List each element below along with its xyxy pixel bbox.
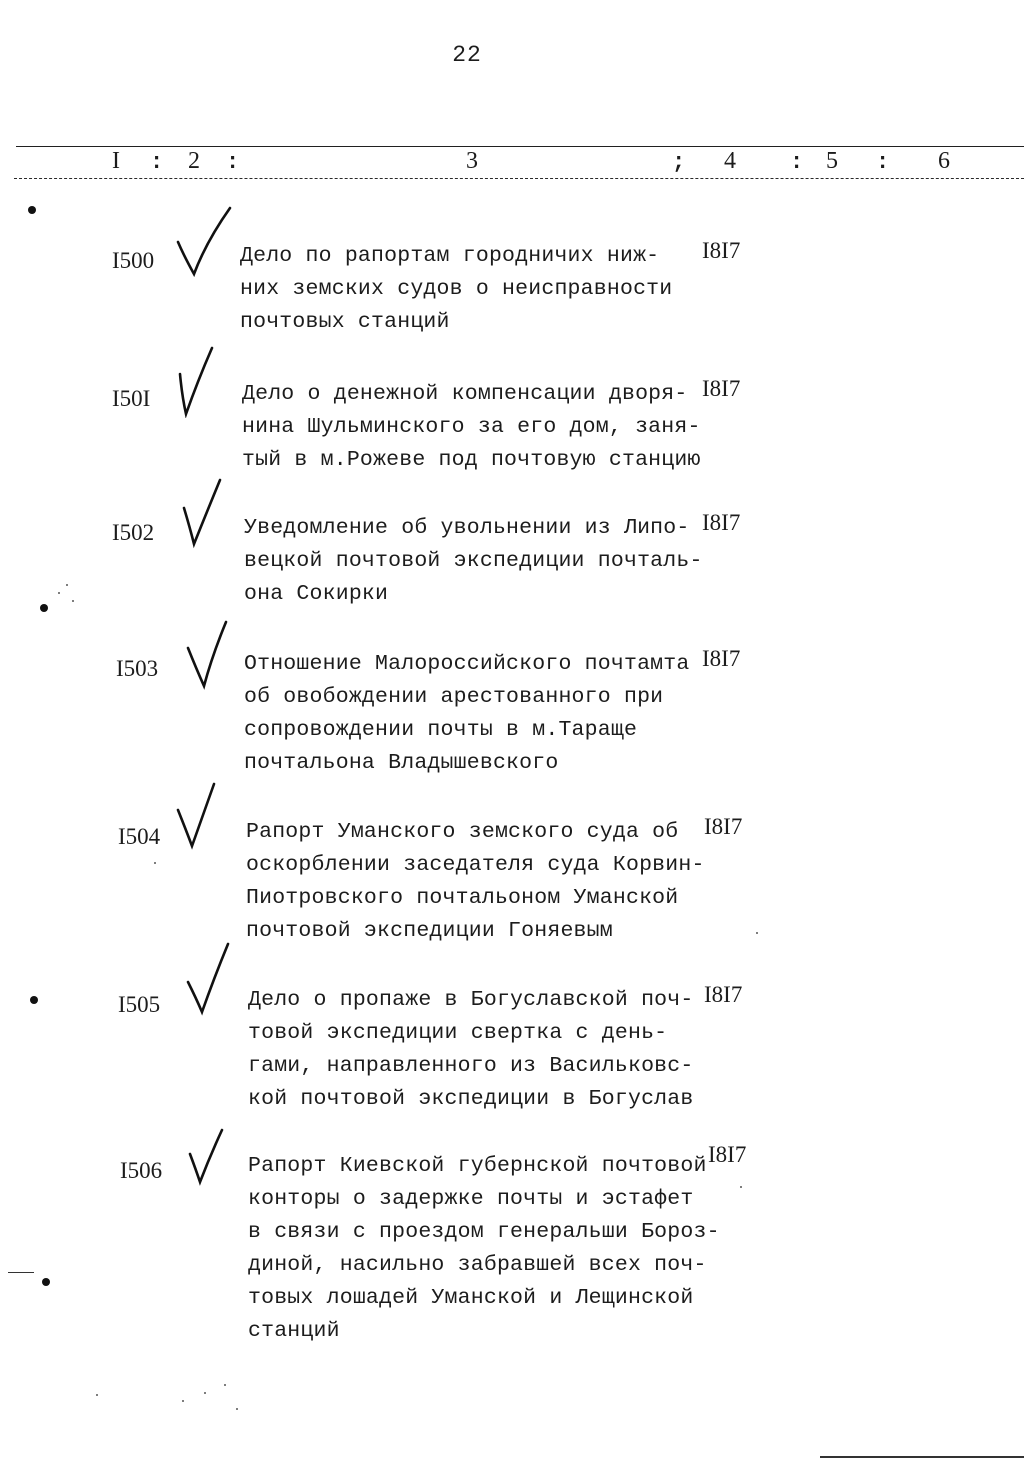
column-separator: ; — [672, 150, 686, 175]
entry-number: I506 — [120, 1158, 163, 1183]
checkmark-icon — [184, 942, 246, 1016]
scan-speck — [740, 1186, 742, 1188]
scan-speck — [72, 600, 74, 602]
entry-title: Дело по рапортам городничих ниж- них земских судов о неисправности почтовых станций — [240, 244, 673, 334]
entry-number: I500 — [112, 248, 155, 273]
scan-mark — [30, 996, 38, 1004]
entry-title: Отношение Малороссийского почтамта об овобождении арестованного при сопровождении почты в м.Таращe почтальона Владышевского — [244, 652, 690, 775]
column-separator: : — [226, 150, 240, 175]
entry-number: I505 — [118, 992, 161, 1017]
scan-mark — [8, 1272, 34, 1273]
column-header-4: 4 — [724, 148, 736, 174]
entry-year: I8I7 — [704, 814, 743, 839]
scan-mark — [28, 206, 36, 214]
column-header-2: 2 — [188, 148, 200, 174]
entry-title: Уведомление об увольнении из Липо- вецкой почтовой экспедиции почталь- она Сокирки — [244, 516, 703, 606]
entry-number: I503 — [116, 656, 159, 681]
header-rule-bottom — [14, 178, 1024, 179]
scan-speck — [182, 1400, 184, 1402]
entry-title: Рапорт Уманского земского суда об оскорблении заседателя суда Корвин- Пиотровского почтальоном Уманской почтовой экспедиции Гоняевым — [246, 820, 705, 943]
entry-year: I8I7 — [702, 510, 741, 535]
scan-speck — [204, 1392, 206, 1394]
entry-number: I50I — [112, 386, 151, 411]
entry-year: I8I7 — [702, 646, 741, 671]
entry-number: I504 — [118, 824, 161, 849]
page-number: 22 — [452, 42, 482, 68]
entry-title: Дело о пропаже в Богуславской поч- товой экспедиции свертка с день- гами, направленного из Васильковс- кой почтовой экспедиции в Богуслав — [248, 988, 694, 1111]
scan-speck — [224, 1384, 226, 1386]
scan-speck — [154, 862, 156, 864]
scan-speck — [58, 592, 60, 594]
column-header-6: 6 — [938, 148, 950, 174]
entry-year: I8I7 — [704, 982, 743, 1007]
scan-mark — [820, 1456, 1024, 1458]
header-rule-top — [16, 146, 1024, 147]
checkmark-icon — [184, 1126, 246, 1200]
column-separator: : — [790, 150, 804, 175]
checkmark-icon — [172, 344, 234, 418]
column-separator: : — [876, 150, 890, 175]
entry-year: I8I7 — [702, 238, 741, 263]
checkmark-icon — [172, 478, 234, 552]
column-separator: : — [150, 150, 164, 175]
entry-number: I502 — [112, 520, 155, 545]
column-header-3: 3 — [466, 148, 478, 174]
scan-mark — [42, 1278, 50, 1286]
scan-speck — [236, 1408, 238, 1410]
entry-title: Рапорт Киевской губернской почтовой конторы о задержке почты и эстафет в связи с проездом генеральши Бороз- диной, насильно забравшей всех поч- товых лошадей Уманской и Лещинской станций — [248, 1154, 720, 1343]
checkmark-icon — [182, 618, 244, 692]
scan-speck — [96, 1394, 98, 1396]
entry-year: I8I7 — [708, 1142, 747, 1167]
column-header-5: 5 — [826, 148, 838, 174]
scan-speck — [66, 584, 68, 586]
scan-speck — [756, 932, 758, 934]
checkmark-icon — [172, 206, 234, 280]
scan-mark — [40, 604, 48, 612]
checkmark-icon — [174, 782, 236, 856]
entry-title: Дело о денежной компенсации дворя- нина Шульминского за его дом, заня- тый в м.Рожеве под почтовую станцию — [242, 382, 701, 472]
column-header-1: I — [112, 148, 120, 174]
entry-year: I8I7 — [702, 376, 741, 401]
